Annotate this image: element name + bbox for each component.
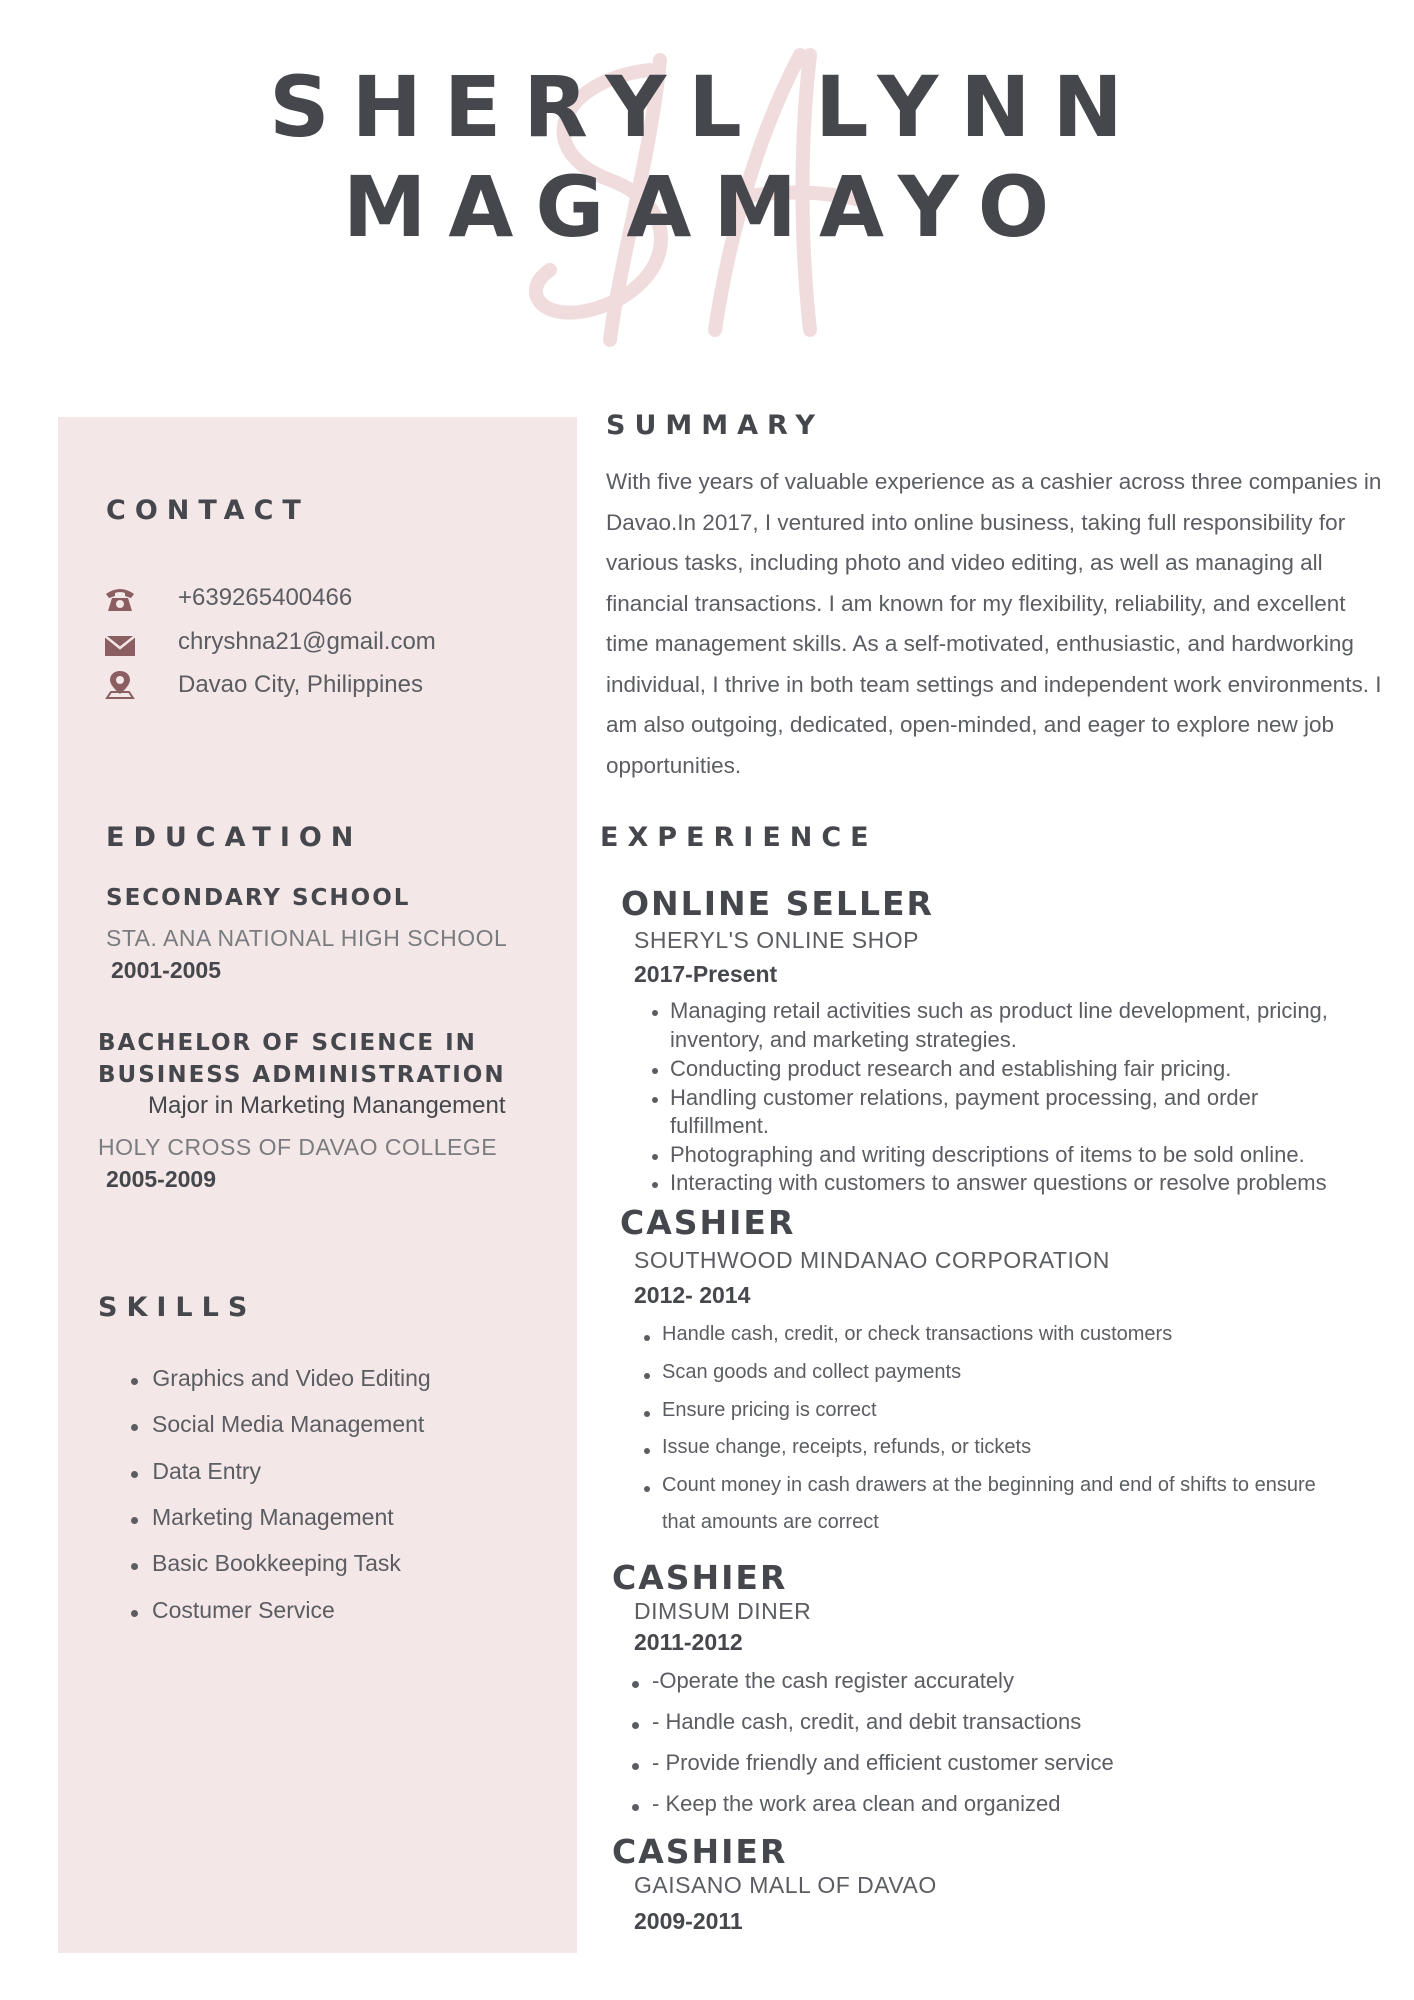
job-title-online-seller: ONLINE SELLER <box>621 884 934 923</box>
edu-years-college: 2005-2009 <box>106 1166 216 1192</box>
duty-bullet <box>644 1411 650 1417</box>
name-first: SHERYL LYNN <box>269 58 1145 156</box>
contact-phone[interactable]: +639265400466 <box>178 584 353 611</box>
skill-bullet <box>131 1424 138 1431</box>
job-company: SOUTHWOOD MINDANAO CORPORATION <box>634 1247 1110 1273</box>
job-duty: - Provide friendly and efficient customer service <box>652 1750 1114 1775</box>
job-duty: Interacting with customers to answer questions or resolve problems <box>670 1170 1327 1195</box>
edu-degree-bachelor-line2: BUSINESS ADMINISTRATION <box>98 1062 506 1088</box>
edu-degree-secondary: SECONDARY SCHOOL <box>106 885 411 911</box>
skill-item: Social Media Management <box>152 1411 425 1437</box>
duty-bullet <box>652 1154 658 1160</box>
skill-item: Data Entry <box>146 1458 262 1484</box>
education-heading: EDUCATION <box>106 822 363 853</box>
edu-school-secondary: STA. ANA NATIONAL HIGH SCHOOL <box>106 925 508 951</box>
duty-bullet <box>652 1068 658 1074</box>
job-title-cashier: CASHIER <box>612 1558 788 1597</box>
job-duty: inventory, and marketing strategies. <box>670 1027 1017 1052</box>
duty-bullet <box>644 1448 650 1454</box>
duty-bullet <box>632 1722 639 1729</box>
job-company: GAISANO MALL OF DAVAO <box>634 1872 937 1898</box>
phone-icon <box>104 584 136 614</box>
job-duty: Ensure pricing is correct <box>662 1399 877 1421</box>
job-duty: Scan goods and collect payments <box>662 1361 962 1383</box>
experience-heading: EXPERIENCE <box>600 822 878 853</box>
contact-heading: CONTACT <box>106 495 310 526</box>
skills-heading: SKILLS <box>98 1292 257 1323</box>
mail-icon <box>104 630 136 660</box>
skill-item: Marketing Management <box>152 1504 394 1530</box>
duty-bullet <box>644 1373 650 1379</box>
skill-item: Basic Bookkeeping Task <box>152 1550 401 1576</box>
skill-bullet <box>131 1517 138 1524</box>
edu-school-college: HOLY CROSS OF DAVAO COLLEGE <box>98 1134 498 1160</box>
job-years: 2011-2012 <box>634 1629 743 1655</box>
duty-bullet <box>652 1010 658 1016</box>
summary-heading: SUMMARY <box>606 410 824 441</box>
duty-bullet <box>632 1681 639 1688</box>
location-pin-icon <box>104 670 136 700</box>
job-company: DIMSUM DINER <box>634 1598 812 1624</box>
edu-years-secondary: 2001-2005 <box>111 957 221 983</box>
skill-bullet <box>131 1378 138 1385</box>
job-duty: Managing retail activities such as product line development, pricing, <box>670 998 1328 1023</box>
duty-bullet <box>644 1335 650 1341</box>
contact-location: Davao City, Philippines <box>178 671 424 698</box>
job-duty: - Handle cash, credit, and debit transactions <box>652 1709 1082 1734</box>
edu-degree-bachelor-line1: BACHELOR OF SCIENCE IN <box>98 1030 477 1056</box>
duty-bullet <box>652 1182 658 1188</box>
duty-bullet <box>632 1763 639 1770</box>
contact-email[interactable]: chryshna21@gmail.com <box>178 628 436 655</box>
skill-bullet <box>131 1610 138 1617</box>
edu-major: Major in Marketing Manangement <box>148 1092 506 1119</box>
job-duty: Photographing and writing descriptions of items to be sold online. <box>670 1142 1305 1167</box>
job-title-cashier: CASHIER <box>612 1832 788 1871</box>
job-duty: fulfillment. <box>670 1113 770 1138</box>
job-duty: Count money in cash drawers at the beginning and end of shifts to ensure <box>662 1474 1316 1496</box>
job-company: SHERYL'S ONLINE SHOP <box>634 927 919 953</box>
job-duty: -Operate the cash register accurately <box>652 1668 1014 1693</box>
job-duty: Handle cash, credit, or check transactions with customers <box>662 1323 1173 1345</box>
skill-item: Graphics and Video Editing <box>146 1365 431 1391</box>
job-years: 2009-2011 <box>634 1908 743 1934</box>
job-years: 2017-Present <box>634 961 778 987</box>
name-last: MAGAMAYO <box>342 158 1072 256</box>
skill-bullet <box>131 1471 138 1478</box>
skill-bullet <box>131 1563 138 1570</box>
skill-item: Costumer Service <box>152 1597 335 1623</box>
summary-text: With five years of valuable experience as a cashier across three companies in Davao.In 2017, I ventured into online business, taking full responsibility for various tasks, including photo and video editing, as well as managing all financial transactions. I am known for my flexibility, reliability, and excellent time management skills. As a self-motivated, enthusiastic, and hardworking individual, I thrive in both team settings and independent work environments. I am also outgoing, dedicated, open-minded, and eager to explore new job opportunities. <box>606 469 1382 778</box>
job-duty: that amounts are correct <box>662 1511 879 1533</box>
duty-bullet <box>644 1486 650 1492</box>
job-duty: Handling customer relations, payment processing, and order <box>670 1085 1259 1110</box>
duty-bullet <box>652 1097 658 1103</box>
job-duty: Issue change, receipts, refunds, or tickets <box>662 1436 1032 1458</box>
job-duty: Conducting product research and establishing fair pricing. <box>670 1056 1232 1081</box>
duty-bullet <box>632 1804 639 1811</box>
job-duty: - Keep the work area clean and organized <box>652 1791 1061 1816</box>
job-years: 2012- 2014 <box>634 1282 751 1308</box>
job-title-cashier: CASHIER <box>620 1203 796 1242</box>
